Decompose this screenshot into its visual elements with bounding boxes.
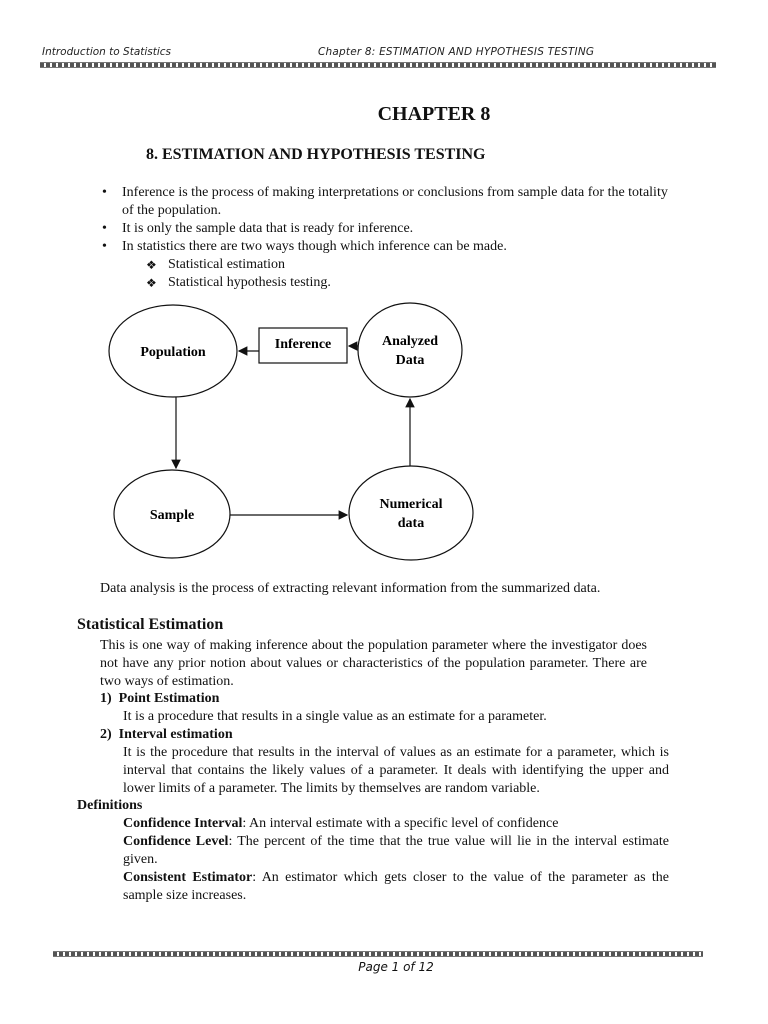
definition-item <box>123 833 669 869</box>
definition-item <box>123 815 669 833</box>
bullet-item: • In statistics there are two ways though which inference can be made. <box>100 238 670 256</box>
definition-item <box>123 869 669 905</box>
page-number: Page 1 of 12 <box>358 960 434 974</box>
definition-term: Consistent Estimator <box>123 870 253 885</box>
point-title: Point Estimation <box>118 691 220 706</box>
bullet-item: • Inference is the process of making interpretations or conclusions from sample data for the totality of the population. <box>100 184 670 220</box>
interval-estimation-title <box>100 726 233 744</box>
definitions-heading: Definitions <box>77 798 143 813</box>
sub-bullet-item <box>100 256 670 274</box>
point-estimation-title <box>100 690 219 708</box>
definition-term: Confidence Level <box>123 834 229 849</box>
diamond-bullet-icon: ❖ <box>146 276 157 290</box>
definition-text: : An interval estimate with a specific level of confidence <box>242 816 559 831</box>
header-divider <box>40 62 716 68</box>
header-left: Introduction to Statistics <box>42 46 172 58</box>
population-label: Population <box>140 345 206 360</box>
analyzed-data-node <box>358 303 462 397</box>
header-right: Chapter 8: ESTIMATION AND HYPOTHESIS TESTING <box>318 46 595 58</box>
numerical-label-1: Numerical <box>379 497 443 512</box>
definition-text: : An estimator which gets closer to the value of the parameter as the sample size increases. <box>123 870 669 903</box>
estimation-intro: This is one way of making inference about the population parameter where the investigator does not have any prior notion about values or characteristics of the population parameter. There are two ways of estimation. <box>100 638 647 689</box>
bullet-item: • It is only the sample data that is ready for inference. <box>100 220 670 238</box>
inference-label: Inference <box>274 337 332 352</box>
point-number: 1) <box>100 691 112 706</box>
analyzed-label-1: Analyzed <box>382 334 438 349</box>
sample-label: Sample <box>149 508 195 523</box>
sub-bullet-item <box>100 274 670 292</box>
interval-estimation-text: It is the procedure that results in the interval of values as an estimate for a parameter, which is interval that contains the likely values of a parameter. It deals with identifying the upper and lower limits of a parameter. The limits by themselves are random variable. <box>123 745 669 796</box>
numerical-data-node <box>349 466 473 560</box>
interval-number: 2) <box>100 727 112 742</box>
page-header <box>40 44 718 64</box>
estimation-heading: Statistical Estimation <box>77 616 224 633</box>
chapter-title: CHAPTER 8 <box>377 103 491 125</box>
sub-bullet-text: Statistical estimation <box>168 257 286 272</box>
data-analysis-text: Data analysis is the process of extracting relevant information from the summarized data. <box>100 581 601 596</box>
definition-text: : The percent of the time that the true value will lie in the interval estimate given. <box>123 834 669 867</box>
intro-bullets <box>100 184 670 292</box>
inference-node <box>259 328 347 363</box>
population-node <box>109 305 237 397</box>
footer-divider <box>53 951 703 957</box>
sample-node <box>114 470 230 558</box>
sub-bullet-text: Statistical hypothesis testing. <box>168 275 331 290</box>
diamond-bullet-icon: ❖ <box>146 258 157 272</box>
numerical-label-2: data <box>397 516 425 531</box>
section-title: 8. ESTIMATION AND HYPOTHESIS TESTING <box>146 146 486 163</box>
definition-term: Confidence Interval <box>123 816 243 831</box>
interval-title: Interval estimation <box>118 727 233 742</box>
point-estimation-text: It is a procedure that results in a single value as an estimate for a parameter. <box>123 709 547 724</box>
analyzed-label-2: Data <box>395 353 425 368</box>
